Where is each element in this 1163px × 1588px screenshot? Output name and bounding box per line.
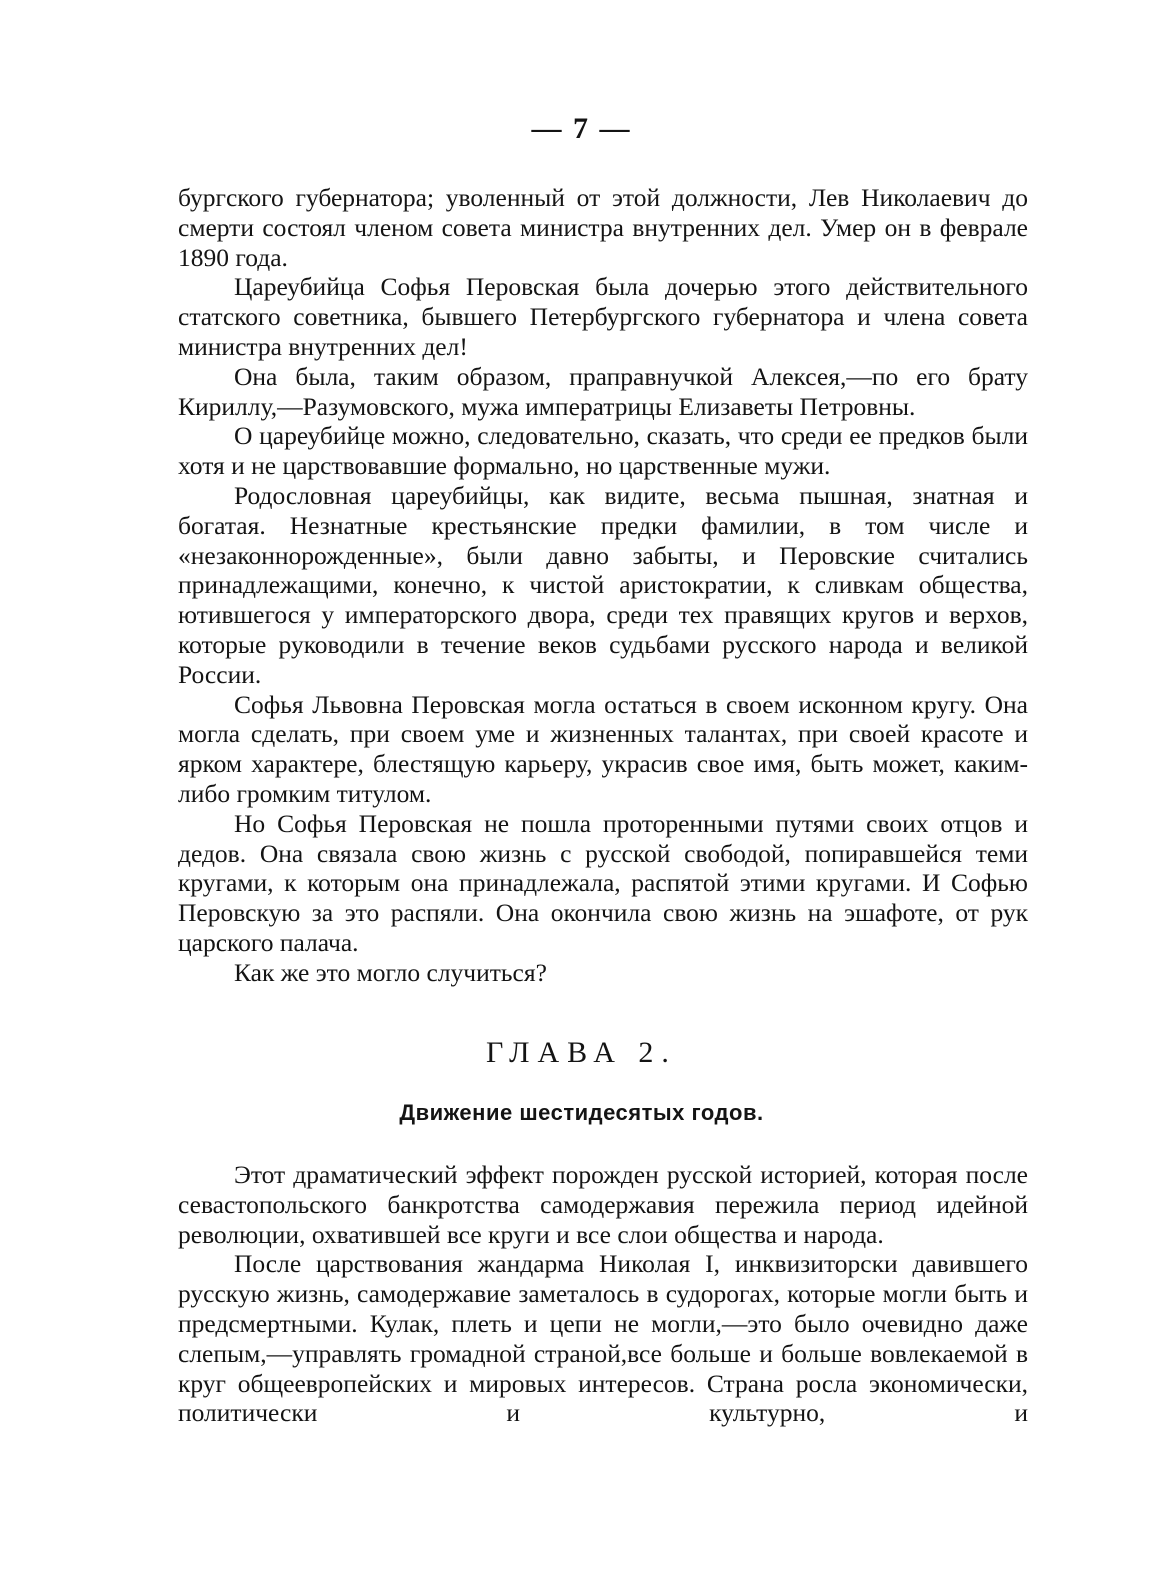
paragraph: Этот драматический эффект порожден русской историей, которая после севастопольского банкротства самодержавия пережила период идейной революции, охватившей все круги и все слои общества и народа. — [178, 1160, 1028, 1249]
section-1-text — [178, 183, 1028, 988]
paragraph: О цареубийце можно, следовательно, сказать, что среди ее предков были хотя и не царствовавшие формально, но царственные мужи. — [178, 421, 1028, 481]
paragraph: Родословная цареубийцы, как видите, весьма пышная, знатная и богатая. Незнатные крестьянские предки фамилии, в том числе и «незаконнорожденные», были давно забыты, и Перовские считались принадлежащими, конечно, к чистой аристократии, к сливкам общества, ютившегося у императорского двора, среди тех правящих кругов и верхов, которые руководили в течение веков судьбами русского народа и великой России. — [178, 480, 1028, 689]
paragraph: После царствования жандарма Николая I, инквизиторски давившего русскую жизнь, самодержавие заметалось в судорогах, которые могли быть и предсмертными. Кулак, плеть и цепи не могли,—это было очевидно даже слепым,—управлять громадной страной,все больше и больше вовлекаемой в круг общеевропейских и мировых интересов. Страна росла экономически, политически и культурно, и — [178, 1249, 1028, 1428]
section-2-text — [178, 1160, 1028, 1428]
paragraph: Цареубийца Софья Перовская была дочерью этого действительного статского советника, бывшего Петербургского губернатора и члена совета министра внутренних дел! — [178, 272, 1028, 361]
page-number: — 7 — — [531, 112, 632, 145]
paragraph-continuation: бургского губернатора; уволенный от этой должности, Лев Николаевич до смерти состоял членом совета министра внутренних дел. Умер он в феврале 1890 года. — [178, 183, 1028, 272]
chapter-subtitle: Движение шестидесятых годов. — [399, 1100, 764, 1125]
paragraph: Как же это могло случиться? — [234, 957, 547, 987]
paragraph: Она была, таким образом, праправнучкой Алексея,—по его брату Кириллу,—Разумовского, мужа императрицы Елизаветы Петровны. — [178, 361, 1028, 421]
chapter-heading: ГЛАВА 2. — [486, 1036, 677, 1069]
paragraph: Софья Львовна Перовская могла остаться в своем исконном кругу. Она могла сделать, при своем уме и жизненных талантах, при своей красоте и ярком характере, блестящую карьеру, украсив свое имя, быть может, каким-либо громким титулом. — [178, 689, 1028, 808]
paragraph: Но Софья Перовская не пошла проторенными путями своих отцов и дедов. Она связала свою жизнь с русской свободой, попиравшейся теми кругами, к которым она принадлежала, распятой этими кругами. И Софью Перовскую за это распяли. Она окончила свою жизнь на эшафоте, от рук царского палача. — [178, 808, 1028, 957]
